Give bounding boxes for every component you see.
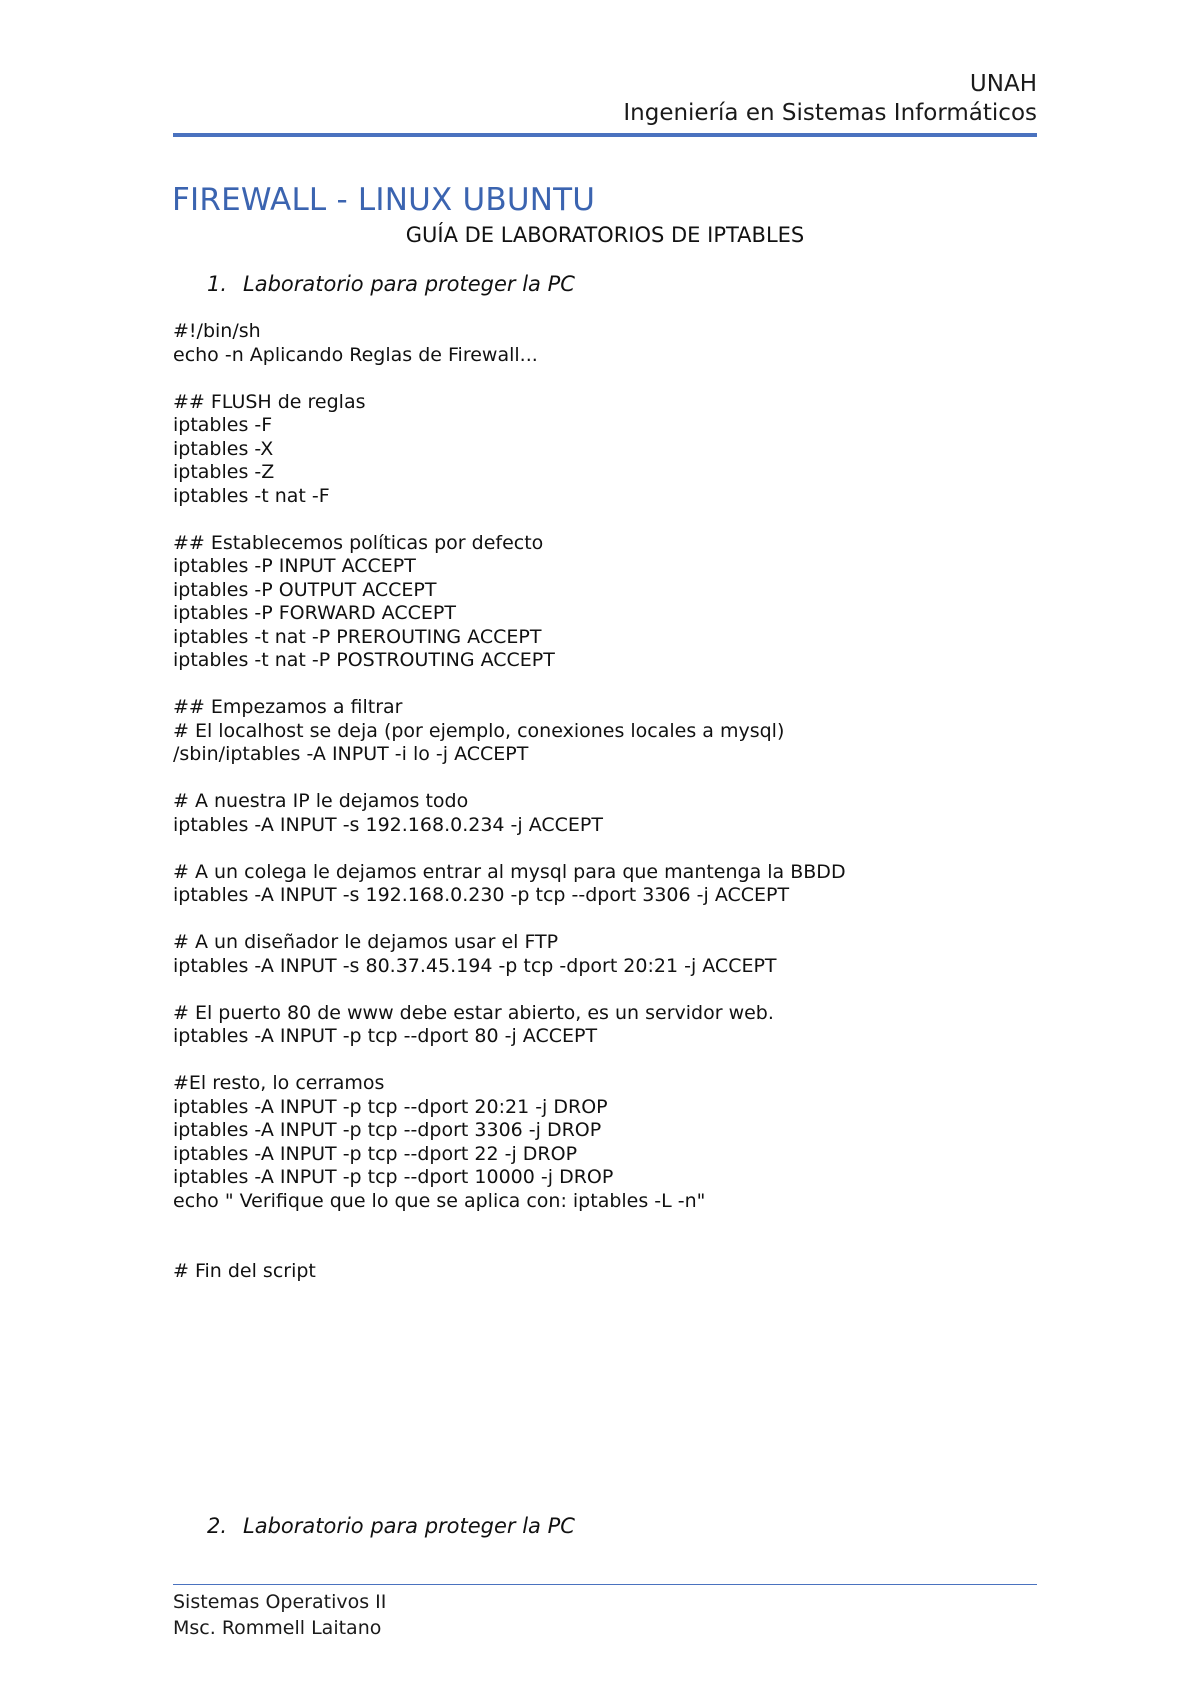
code-line: iptables -t nat -P PREROUTING ACCEPT <box>173 625 542 648</box>
header-program: Ingeniería en Sistemas Informáticos <box>623 100 1037 126</box>
code-line: iptables -t nat -P POSTROUTING ACCEPT <box>173 649 555 671</box>
code-line: iptables -X <box>173 437 274 460</box>
code-line: iptables -P FORWARD ACCEPT <box>173 602 456 624</box>
code-blank-line <box>173 367 1033 391</box>
script-code-block <box>173 320 1033 1284</box>
footer-instructor: Msc. Rommell Laitano <box>173 1617 382 1639</box>
code-blank-line <box>173 1049 1033 1073</box>
code-line: echo " Verifique que lo que se aplica con: iptables -L -n" <box>173 1189 706 1212</box>
code-line: iptables -P INPUT ACCEPT <box>173 555 416 577</box>
code-blank-line <box>173 1213 1033 1237</box>
code-comment-line: # A nuestra IP le dejamos todo <box>173 790 469 812</box>
code-line: iptables -A INPUT -s 80.37.45.194 -p tcp -dport 20:21 -j ACCEPT <box>173 954 777 977</box>
code-line: iptables -Z <box>173 461 275 483</box>
code-line: iptables -F <box>173 414 273 436</box>
code-line: iptables -A INPUT -p tcp --dport 20:21 -j DROP <box>173 1095 608 1118</box>
footer-course: Sistemas Operativos II <box>173 1591 387 1613</box>
code-line: iptables -A INPUT -p tcp --dport 3306 -j DROP <box>173 1119 602 1141</box>
code-line: iptables -P OUTPUT ACCEPT <box>173 578 437 601</box>
code-blank-line <box>173 837 1033 861</box>
section-heading-1 <box>207 270 575 298</box>
section-title: Laboratorio para proteger la PC <box>243 272 575 296</box>
section-number: 2. <box>207 1514 228 1538</box>
code-comment-line: # El puerto 80 de www debe estar abierto, es un servidor web. <box>173 1001 774 1024</box>
code-blank-line <box>173 767 1033 791</box>
code-blank-line <box>173 978 1033 1002</box>
code-line: iptables -A INPUT -s 192.168.0.234 -j ACCEPT <box>173 813 603 836</box>
code-line: iptables -A INPUT -p tcp --dport 22 -j DROP <box>173 1142 578 1165</box>
code-comment-line: # A un diseñador le dejamos usar el FTP <box>173 931 559 953</box>
code-blank-line <box>173 908 1033 932</box>
code-comment-line: ## FLUSH de reglas <box>173 390 366 413</box>
section-title: Laboratorio para proteger la PC <box>243 1514 575 1538</box>
code-blank-line <box>173 508 1033 532</box>
header-institution: UNAH <box>969 71 1037 97</box>
code-comment-line: #El resto, lo cerramos <box>173 1072 385 1094</box>
page-header <box>173 70 1037 128</box>
code-line: iptables -A INPUT -p tcp --dport 80 -j ACCEPT <box>173 1025 598 1047</box>
page-footer <box>173 1589 386 1641</box>
code-comment-line: # El localhost se deja (por ejemplo, conexiones locales a mysql) <box>173 719 785 742</box>
code-comment-line: ## Establecemos políticas por defecto <box>173 531 544 554</box>
code-comment-line: # A un colega le dejamos entrar al mysql para que mantenga la BBDD <box>173 860 846 883</box>
code-comment-line: ## Empezamos a filtrar <box>173 696 403 718</box>
code-comment-line: # Fin del script <box>173 1260 316 1282</box>
document-subtitle: GUÍA DE LABORATORIOS DE IPTABLES <box>405 223 805 247</box>
code-comment-line: #!/bin/sh <box>173 320 261 342</box>
code-line: iptables -t nat -F <box>173 484 330 507</box>
code-line <box>173 1237 1033 1261</box>
header-divider <box>173 133 1037 137</box>
code-line: echo -n Aplicando Reglas de Firewall... <box>173 343 538 366</box>
code-line: iptables -A INPUT -s 192.168.0.230 -p tcp --dport 3306 -j ACCEPT <box>173 884 790 906</box>
section-heading-2 <box>207 1512 575 1540</box>
footer-divider <box>173 1584 1037 1585</box>
document-title: FIREWALL - LINUX UBUNTU <box>172 182 596 218</box>
code-line: iptables -A INPUT -p tcp --dport 10000 -j DROP <box>173 1166 614 1188</box>
code-line: /sbin/iptables -A INPUT -i lo -j ACCEPT <box>173 743 529 765</box>
section-number: 1. <box>207 272 228 296</box>
code-blank-line <box>173 673 1033 697</box>
